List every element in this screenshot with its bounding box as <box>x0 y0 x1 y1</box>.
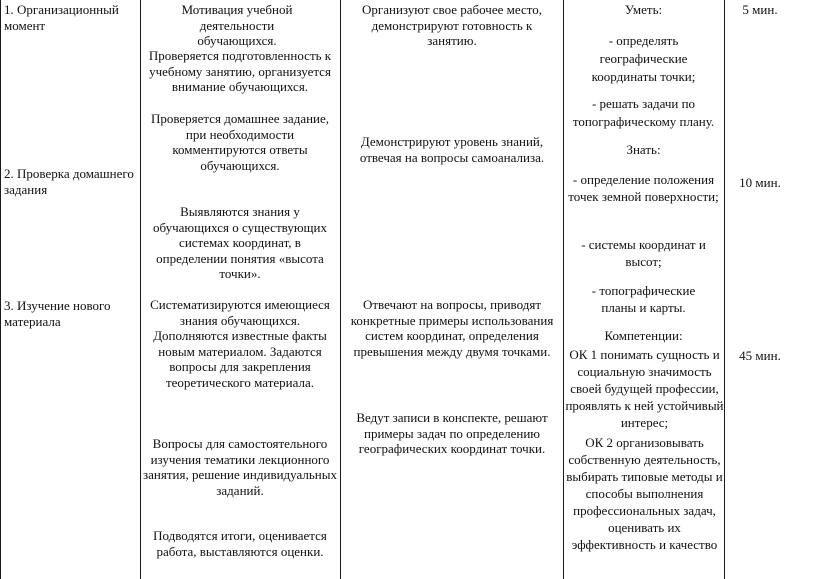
students-notes: Ведут записи в конспекте, решают примеры задач по определению географических координат точки. <box>356 410 548 456</box>
teacher-self-study: Вопросы для самостоятельного изучения тематики лекционного занятия, решение индивидуальных заданий. <box>143 436 337 498</box>
result-knowledge-position: - определение положения точек земной поверхности; <box>568 172 719 204</box>
students-workplace: Организуют свое рабочее место, демонстрируют готовность к занятию. <box>362 2 542 48</box>
stage-organizational: 1. Организационный момент <box>4 2 119 33</box>
result-knowledge-systems: - системы координат и высот; <box>581 237 706 269</box>
time-homework: 10 мин. <box>739 175 781 190</box>
result-skill-coordinates: - определять географические координаты точки; <box>591 33 696 84</box>
stage-homework-check: 2. Проверка домашнего задания <box>4 166 134 197</box>
result-competency-ok1: ОК 1 понимать сущность и социальную значимость своей будущей профессии, проявлять к ней устойчивый интерес; <box>565 347 724 430</box>
stage-new-material: 3. Изучение нового материала <box>4 298 111 329</box>
students-self-analysis: Демонстрируют уровень знаний, отвечая на вопросы самоанализа. <box>359 134 545 165</box>
teacher-systematize: Систематизируются имеющиеся знания обучающихся. Дополняются известные факты новым материалом. Задаются вопросы для закрепления теоретического материала. <box>150 297 330 390</box>
teacher-readiness-check: Проверяется подготовленность к учебному занятию, организуется внимание обучающихся. <box>148 48 332 94</box>
time-organizational: 5 мин. <box>742 2 778 17</box>
students-answers: Отвечают на вопросы, приводят конкретные примеры использования систем координат, определения превышения между двумя точками. <box>350 297 554 359</box>
column-divider <box>724 0 725 579</box>
column-divider <box>340 0 341 579</box>
result-competencies-heading: Компетенции: <box>604 328 683 343</box>
teacher-summary: Подводятся итоги, оценивается работа, выставляются оценки. <box>153 528 327 559</box>
column-divider <box>0 0 1 579</box>
column-divider <box>563 0 564 579</box>
result-skill-plan: - решать задачи по топографическому плану. <box>572 96 715 129</box>
result-knowledge-heading: Знать: <box>626 142 661 157</box>
result-skills-heading: Уметь: <box>624 2 663 17</box>
time-new-material: 45 мин. <box>739 348 781 363</box>
teacher-motivation: Мотивация учебной деятельности обучающихся. <box>181 2 293 48</box>
result-knowledge-maps: - топографические планы и карты. <box>591 283 696 315</box>
result-competency-ok2: ОК 2 организовывать собственную деятельность, выбирать типовые методы и способы выполнения профессиональных задач, оценивать их эффективность и качество <box>566 435 723 552</box>
teacher-knowledge-check: Выявляются знания у обучающихся о существующих системах координат, в определении понятия «высота точки». <box>152 204 327 281</box>
teacher-homework-check: Проверяется домашнее задание, при необходимости комментируются ответы обучающихся. <box>150 111 330 173</box>
column-divider <box>140 0 141 579</box>
